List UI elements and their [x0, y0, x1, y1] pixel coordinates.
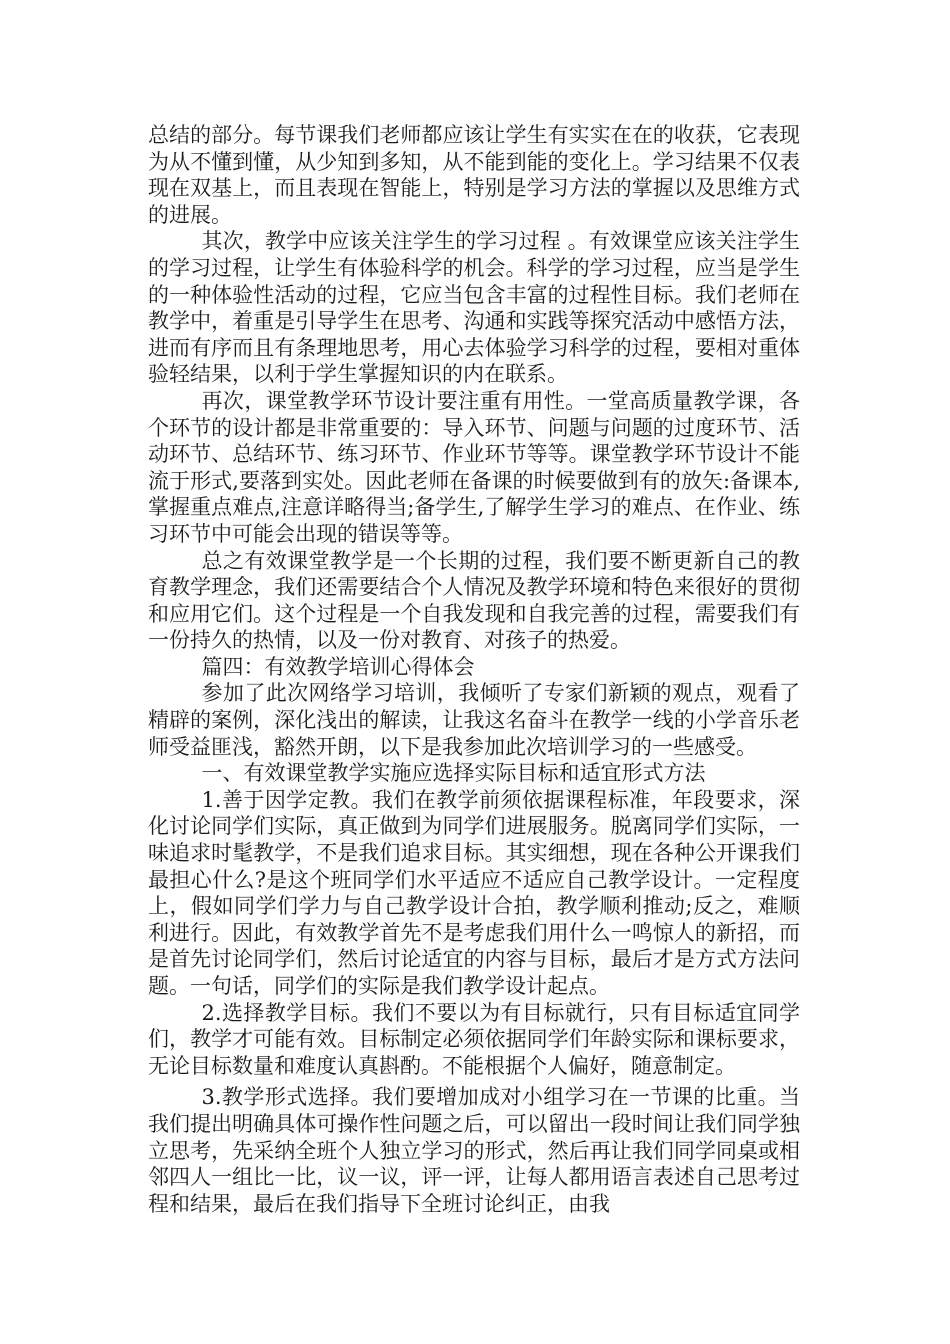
document-body [148, 122, 800, 1217]
paragraph-intro: 参加了此次网络学习培训，我倾听了专家们新颖的观点，观看了精辟的案例，深化浅出的解读，让我这名奋斗在教学一线的小学音乐老师受益匪浅，豁然开朗，以下是我参加此次培训学习的一些感受。 [148, 681, 800, 759]
paragraph-third-point: 再次，课堂教学环节设计要注重有用性。一堂高质量教学课，各个环节的设计都是非常重要的：导入环节、问题与问题的过度环节、活动环节、总结环节、练习环节、作业环节等等。课堂教学环节设计不能流于形式,要落到实处。因此老师在备课的时候要做到有的放矢:备课本,掌握重点难点,注意详略得当;备学生,了解学生学习的难点、在作业、练习环节中可能会出现的错误等等。 [148, 388, 800, 546]
paragraph-conclusion: 总之有效课堂教学是一个长期的过程，我们要不断更新自己的教育教学理念，我们还需要结合个人情况及教学环境和特色来很好的贯彻和应用它们。这个过程是一个自我发现和自我完善的过程，需要我们有一份持久的热情，以及一份对教育、对孩子的热爱。 [148, 548, 800, 653]
paragraph-item-2: 2.选择教学目标。我们不要以为有目标就行，只有目标适宜同学们，教学才可能有效。目标制定必须依据同学们年龄实际和课标要求，无论目标数量和难度认真斟酌。不能根据个人偏好，随意制定。 [148, 1000, 800, 1078]
paragraph-second-point: 其次，教学中应该关注学生的学习过程 。有效课堂应该关注学生的学习过程，让学生有体验科学的机会。科学的学习过程，应当是学生的一种体验性活动的过程，它应当包含丰富的过程性目标。我们老师在教学中，着重是引导学生在思考、沟通和实践等探究活动中感悟方法，进而有序而且有条理地思考，用心去体验学习科学的过程，要相对重体验轻结果，以利于学生掌握知识的内在联系。 [148, 229, 800, 387]
subheading-one: 一、有效课堂教学实施应选择实际目标和适宜形式方法 [201, 761, 706, 786]
paragraph-item-1: 1.善于因学定教。我们在教学前须依据课程标准，年段要求，深化讨论同学们实际，真正做到为同学们进展服务。脱离同学们实际，一味追求时髦教学，不是我们追求目标。其实细想，现在各种公开课我们最担心什么?是这个班同学们水平适应不适应自己教学设计。一定程度上，假如同学们学力与自己教学设计合拍，教学顺利推动;反之，难顺利进行。因此，有效教学首先不是考虑我们用什么一鸣惊人的新招，而是首先讨论同学们，然后讨论适宜的内容与目标，最后才是方式方法问题。一句话，同学们的实际是我们教学设计起点。 [148, 787, 800, 998]
section-heading-part-four: 篇四：有效教学培训心得体会 [201, 654, 475, 679]
paragraph-item-3: 3.教学形式选择。我们要增加成对小组学习在一节课的比重。当我们提出明确具体可操作性问题之后，可以留出一段时间让我们同学独立思考，先采纳全班个人独立学习的形式，然后再让我们同学同桌或相邻四人一组比一比，议一议，评一评，让每人都用语言表述自己思考过程和结果，最后在我们指导下全班讨论纠正，由我 [148, 1085, 800, 1216]
paragraph-summary-continued: 总结的部分。每节课我们老师都应该让学生有实实在在的收获，它表现为从不懂到懂，从少知到多知，从不能到能的变化上。学习结果不仅表现在双基上，而且表现在智能上，特别是学习方法的掌握以及思维方式的进展。 [148, 123, 800, 227]
